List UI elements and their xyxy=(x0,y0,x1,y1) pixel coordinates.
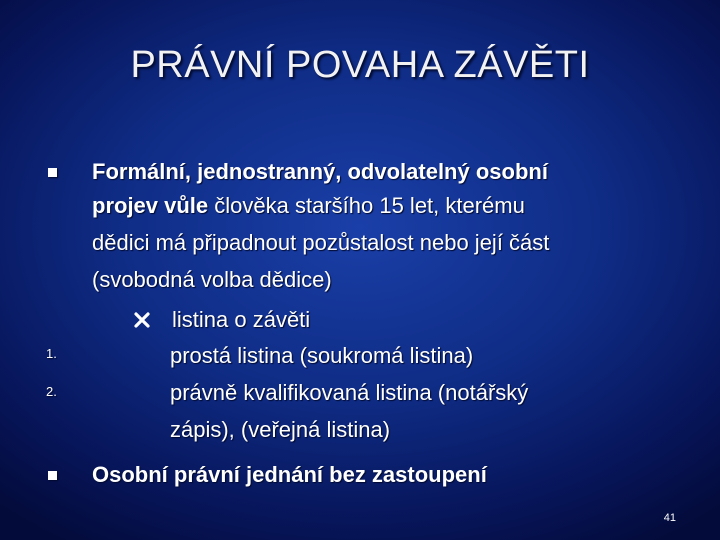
sub-heading: listina o závěti xyxy=(172,307,311,332)
square-bullet-icon xyxy=(48,168,57,177)
bullet1-line2 xyxy=(92,191,525,221)
bullet1-line4: (svobodná volba dědice) xyxy=(92,267,332,292)
square-bullet-icon xyxy=(48,471,57,480)
list-item: právně kvalifikovaná listina (notářský xyxy=(170,380,529,405)
list-item-continuation: zápis), (veřejná listina) xyxy=(170,417,391,442)
bullet1-line2-bold: projev vůle xyxy=(92,193,209,218)
bullet1-line1: Formální, jednostranný, odvolatelný osobní xyxy=(92,159,548,184)
list-number: 1. xyxy=(46,346,57,361)
bullet1-line3: dědici má připadnout pozůstalost nebo její část xyxy=(92,230,550,255)
page-number: 41 xyxy=(663,512,676,524)
x-mark-icon xyxy=(133,311,151,329)
bullet1-line2-rest: člověka staršího 15 let, kterému xyxy=(208,193,525,218)
list-number: 2. xyxy=(46,384,57,399)
slide-title: PRÁVNÍ POVAHA ZÁVĚTI xyxy=(130,44,590,86)
list-item: prostá listina (soukromá listina) xyxy=(170,343,474,368)
bullet2-text: Osobní právní jednání bez zastoupení xyxy=(92,462,487,487)
